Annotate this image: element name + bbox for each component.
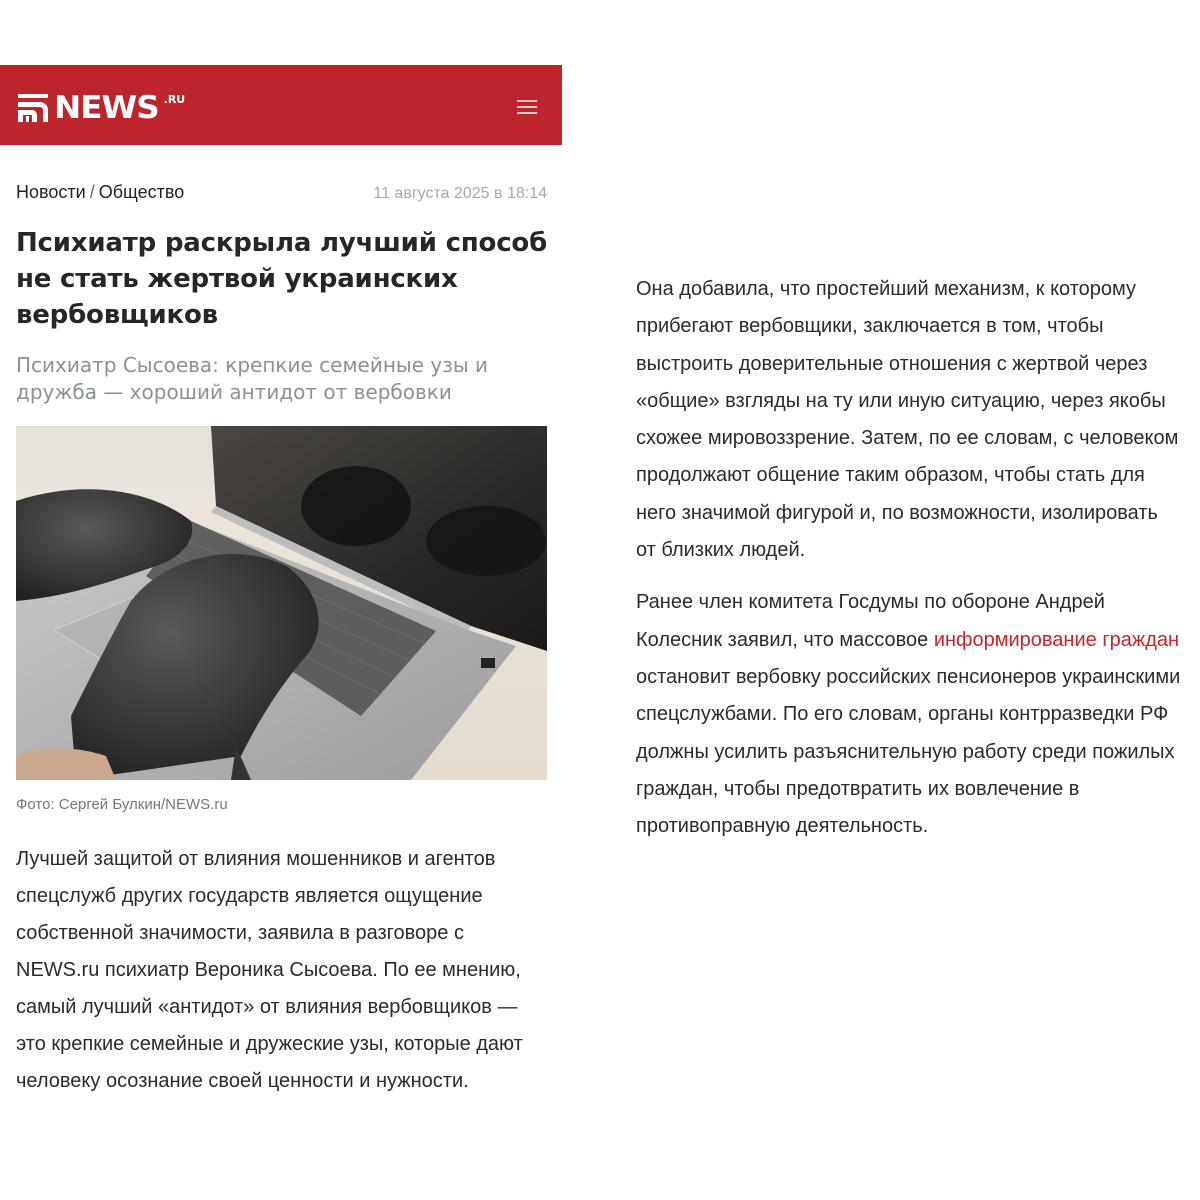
logo-text: NEWS [54, 90, 159, 126]
site-logo[interactable] [18, 92, 185, 124]
inline-link-informing-citizens[interactable]: информирование граждан [933, 628, 1180, 651]
article-lead-paragraph: Лучшей защитой от влияния мошенников и агентов спецслужб других государств является ощущение собственной значимости, заявила в разговоре с NEWS.ru психиатр Вероника Сысоева. По ее мнению, самый лучший «антидот» от влияния вербовщиков — это крепкие семейные и дружеские узы, которые дают человеку осознание своей ценности и нужности. [16, 848, 523, 1092]
paragraph-text: остановит вербовку российских пенсионеров украинскими спецслужбами. По его словам, органы контрразведки РФ должны усилить разъяснительную работу среди пожилых граждан, чтобы предотвратить их вовлечение в противоправную деятельность. [636, 665, 1181, 838]
logo-mark-icon [18, 94, 48, 122]
breadcrumb-news[interactable]: Новости [16, 182, 86, 202]
article-column-right [636, 271, 1181, 860]
publish-date: 11 августа 2025 в 18:14 [373, 185, 547, 202]
breadcrumb-separator: / [89, 182, 95, 202]
gloved-hands-laptop-image [16, 426, 547, 780]
site-header [0, 65, 562, 145]
article-meta [16, 182, 547, 203]
article-title: Психиатр раскрыла лучший способ не стать жертвой украинских вербовщиков [16, 228, 548, 330]
breadcrumb [16, 182, 184, 203]
article-column-left [0, 65, 562, 1092]
hamburger-menu-icon[interactable] [517, 100, 537, 116]
photo-caption: Фото: Сергей Булкин/NEWS.ru [16, 796, 228, 813]
article-photo [16, 426, 547, 780]
logo-suffix: .RU [163, 93, 186, 106]
article-paragraph [636, 584, 1181, 845]
paragraph-text: Ранее член комитета Госдумы по обороне Андрей Колесник заявил, что массовое [636, 591, 1105, 651]
breadcrumb-society[interactable]: Общество [98, 182, 185, 202]
article-paragraph: Она добавила, что простейший механизм, к которому прибегают вербовщики, заключается в том, чтобы выстроить доверительные отношения с жертвой через «общие» взгляды на ту или иную ситуацию, через якобы схожее мировоззрение. Затем, по ее словам, с человеком продолжают общение таким образом, чтобы стать для него значимой фигурой и, по возможности, изолировать от близких людей. [636, 278, 1179, 562]
article-subtitle: Психиатр Сысоева: крепкие семейные узы и дружба — хороший антидот от вербовки [16, 353, 488, 404]
